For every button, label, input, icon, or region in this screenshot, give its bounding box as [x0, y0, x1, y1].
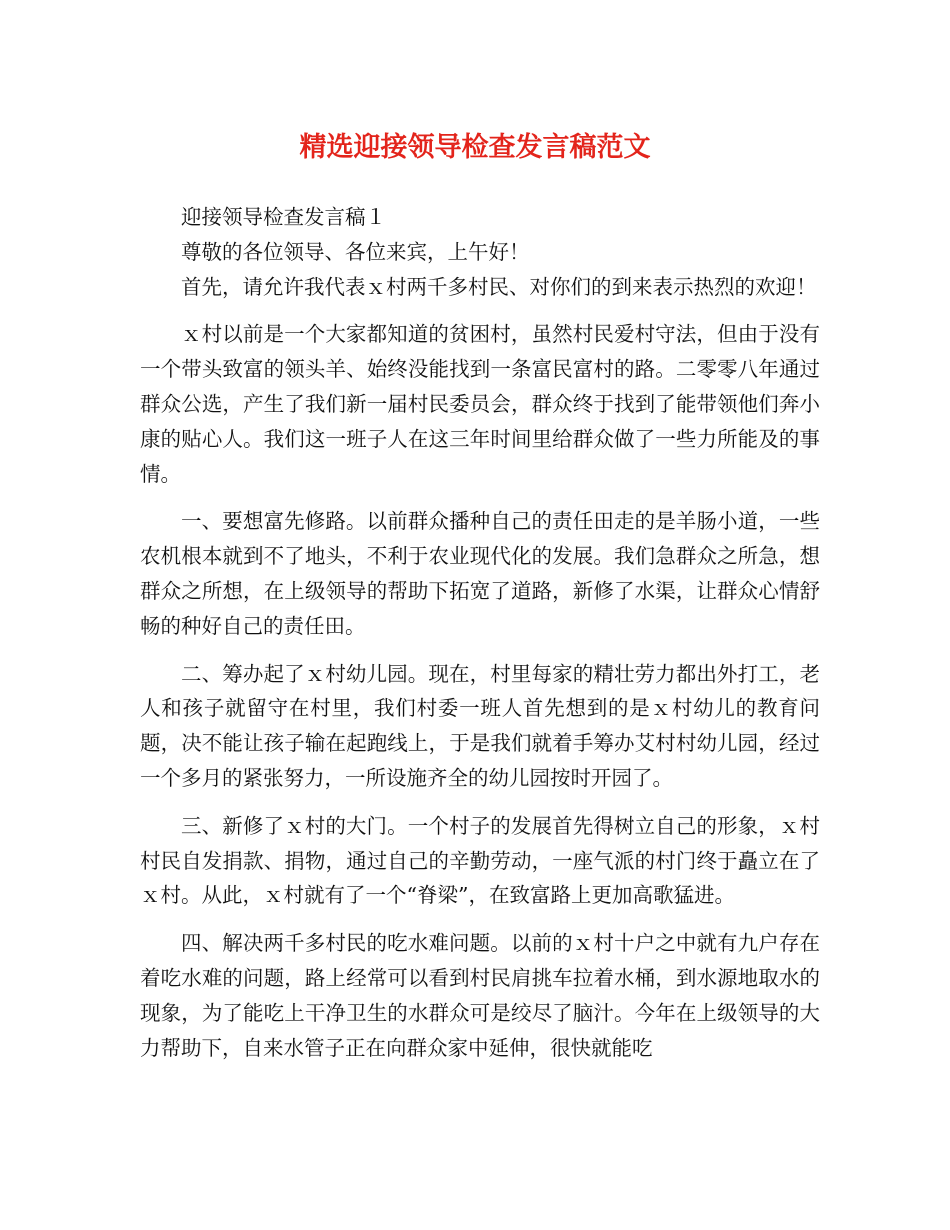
paragraph-point-4: 四、解决两千多村民的吃水难问题。以前的ｘ村十户之中就有九户存在着吃水难的问题，路上经常可以看到村民肩挑车拉着水桶，到水源地取水的现象，为了能吃上干净卫生的水群众可是绞尽了脑汁。今年在上级领导的大力帮助下，自来水管子正在向群众家中延伸，很快就能吃: [140, 931, 820, 1060]
paragraph-intro: ｘ村以前是一个大家都知道的贫困村，虽然村民爱村守法，但由于没有一个带头致富的领头羊、始终没能找到一条富民富村的路。二零零八年通过群众公选，产生了我们新一届村民委员会，群众终于找到了能带领他们奔小康的贴心人。我们这一班子人在这三年时间里给群众做了一些力所能及的事情。: [140, 322, 820, 486]
document-body: [140, 200, 820, 1065]
document-title: 精选迎接领导检查发言稿范文: [299, 132, 651, 163]
paragraph-greeting: 尊敬的各位领导、各位来宾，上午好！: [181, 239, 530, 264]
paragraph-point-2: 二、筹办起了ｘ村幼儿园。现在，村里每家的精壮劳力都出外打工，老人和孩子就留守在村里，我们村委一班人首先想到的是ｘ村幼儿的教育问题，决不能让孩子输在起跑线上，于是我们就着手筹办艾村村幼儿园，经过一个多月的紧张努力，一所设施齐全的幼儿园按时开园了。: [140, 661, 820, 790]
paragraph-point-3: 三、新修了ｘ村的大门。一个村子的发展首先得树立自己的形象，ｘ村村民自发捐款、捐物，通过自己的辛勤劳动，一座气派的村门终于矗立在了ｘ村。从此，ｘ村就有了一个“脊梁”，在致富路上更加高歌猛进。: [140, 813, 820, 908]
paragraph-welcome: 首先，请允许我代表ｘ村两千多村民、对你们的到来表示热烈的欢迎！: [181, 274, 817, 299]
paragraph-point-1: 一、要想富先修路。以前群众播种自己的责任田走的是羊肠小道，一些农机根本就到不了地头，不利于农业现代化的发展。我们急群众之所急，想群众之所想，在上级领导的帮助下拓宽了道路，新修了水渠，让群众心情舒畅的种好自己的责任田。: [140, 509, 820, 638]
paragraph-heading: 迎接领导检查发言稿１: [181, 205, 386, 229]
